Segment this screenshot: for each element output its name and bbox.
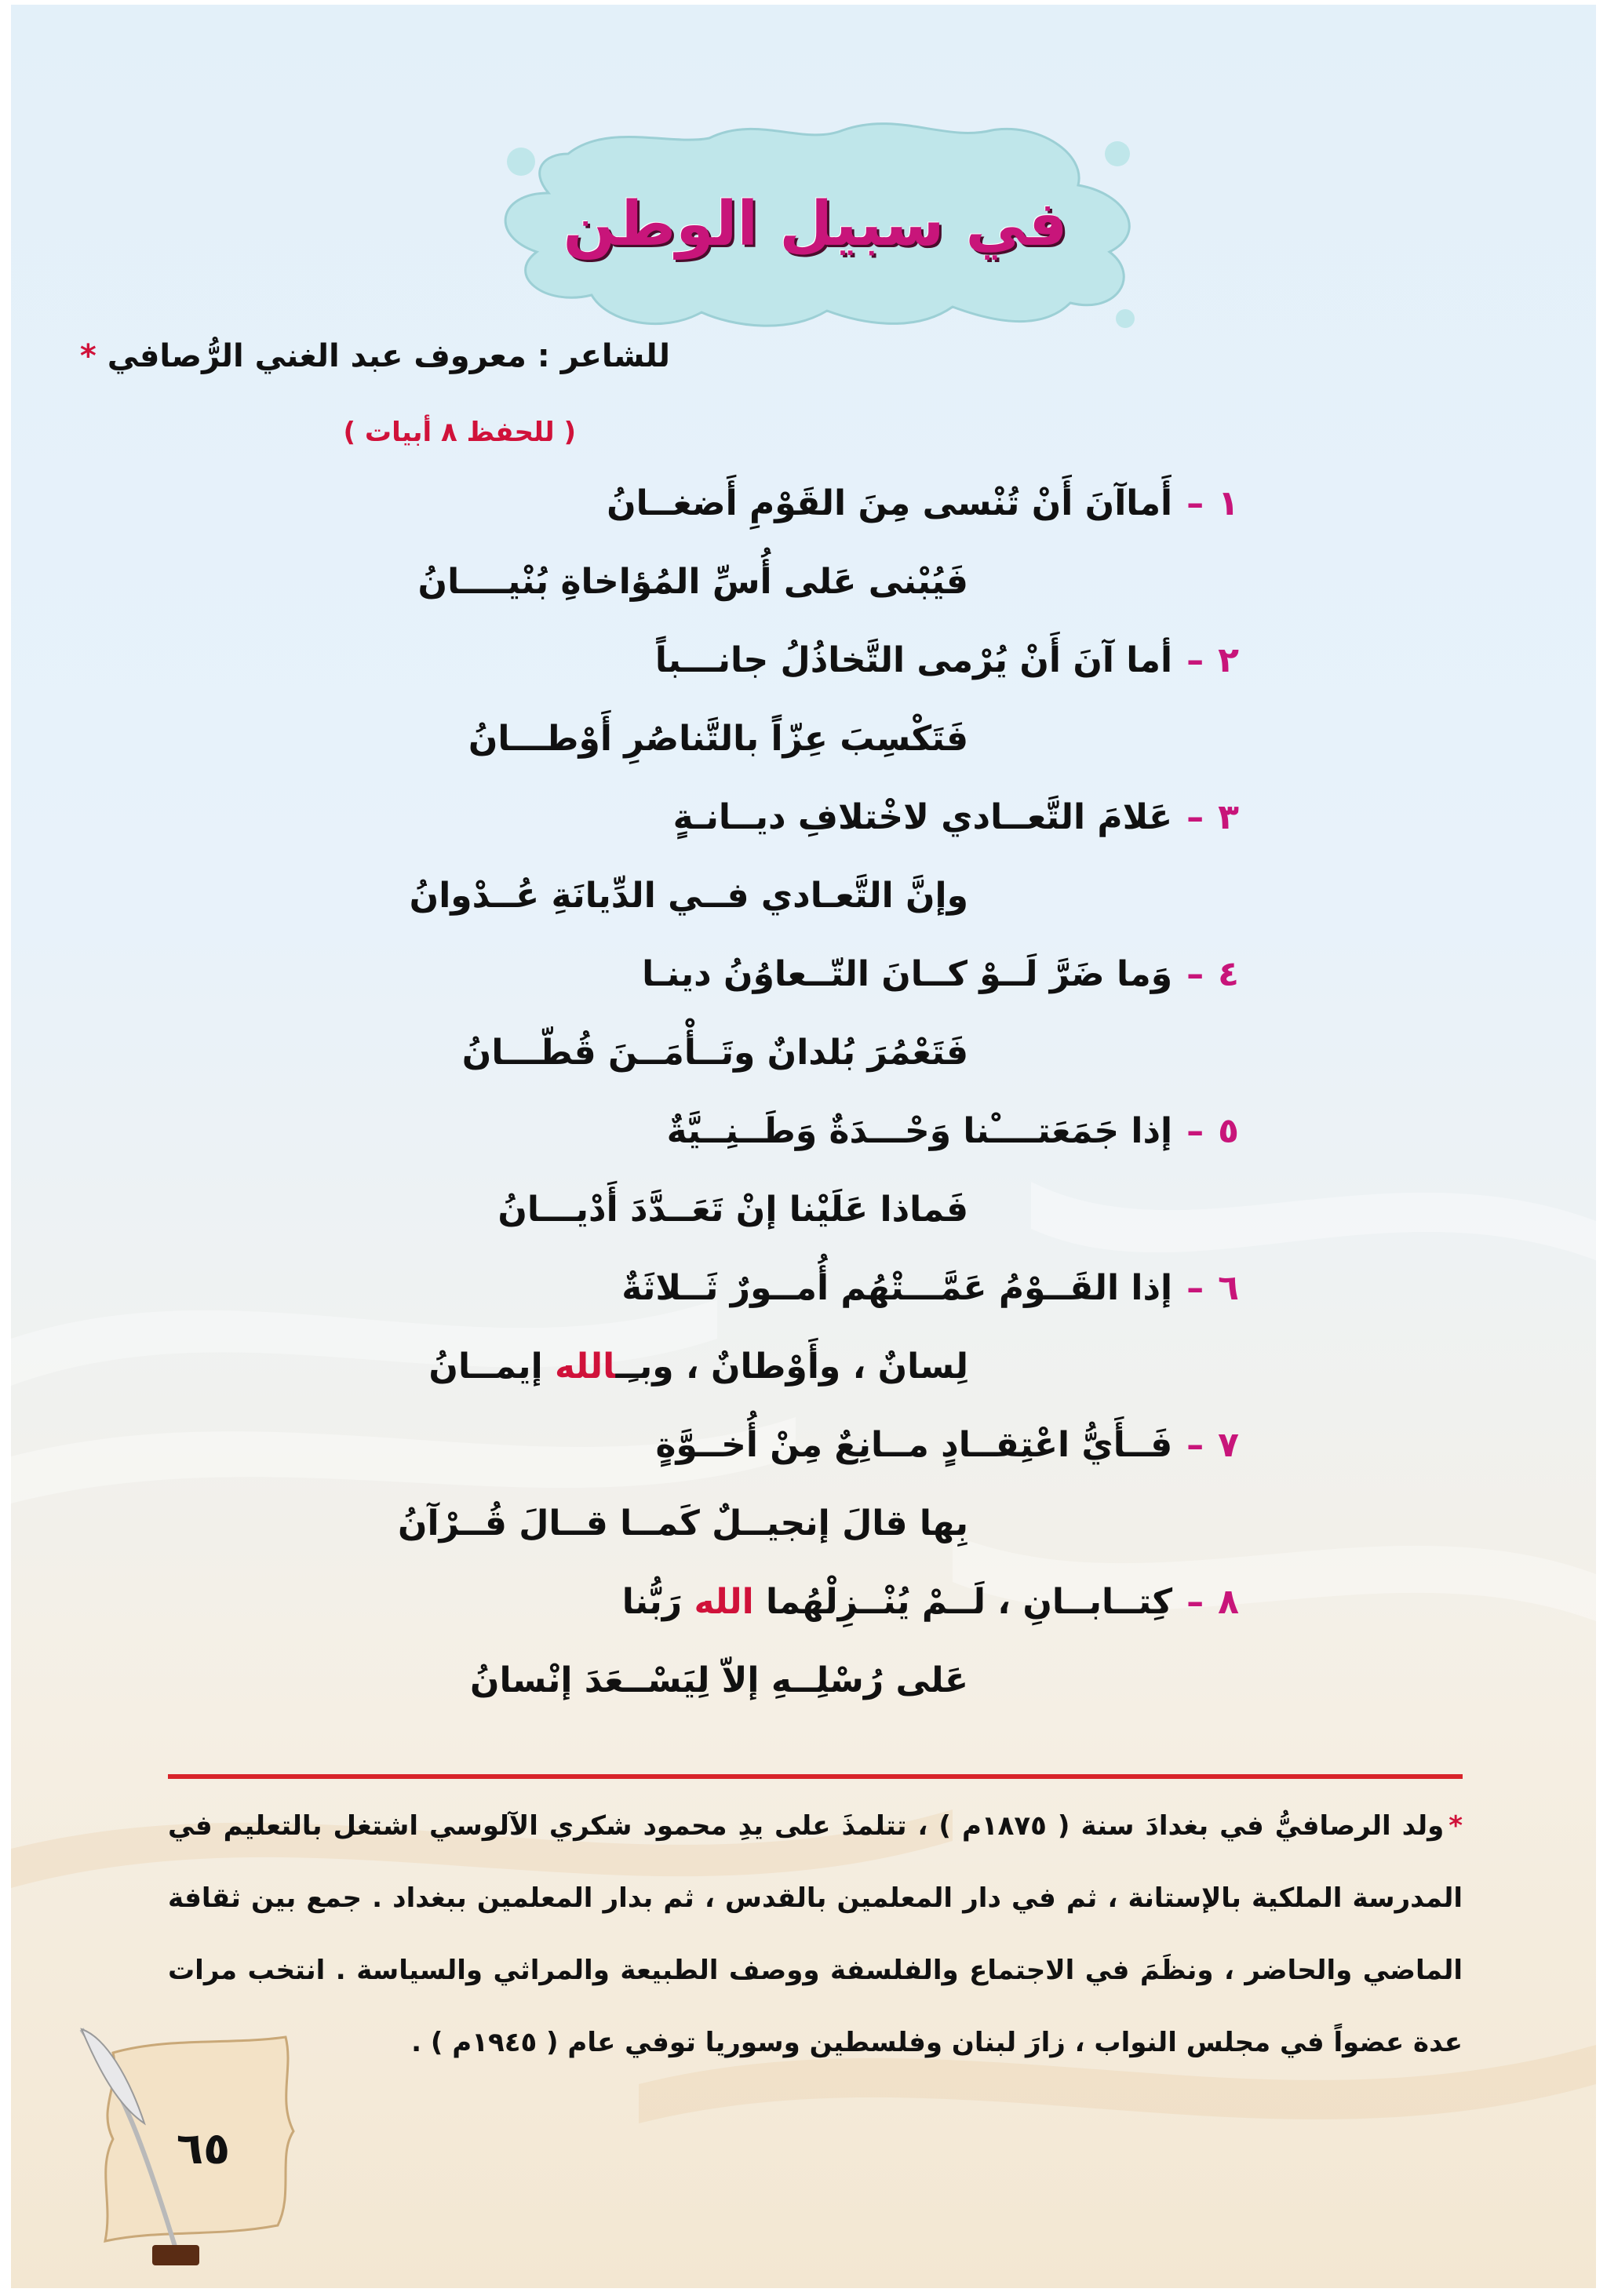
verse-8-second: عَلى رُسْلِــهِ إلاّ لِيَسْــعَدَ إنْسانُ (469, 1660, 968, 1700)
biography-footnote (168, 1790, 1463, 2079)
verse-dash: – (1186, 483, 1204, 523)
verse-dash: – (1186, 1425, 1204, 1465)
title-banner (474, 107, 1157, 342)
verse-text-part: رَبُّنا (621, 1582, 694, 1622)
verse-number: ٦ (1218, 1268, 1239, 1308)
verse-text: فَــأَيُّ اعْتِقــادٍ مــانِعٌ مِنْ أُخــوَّةٍ (655, 1425, 1173, 1465)
footnote-marker: * (79, 338, 97, 374)
verse-number: ٤ (1218, 954, 1239, 994)
verse-6-first (621, 1268, 1239, 1308)
verse-dash: – (1186, 1111, 1204, 1151)
verse-3-first (673, 797, 1239, 837)
verse-text-part: لِسانٌ ، وأَوْطانٌ ، وبـِـ (615, 1347, 968, 1387)
poet-label: للشاعر : معروف عبد الغني الرُّصافي (107, 338, 670, 374)
verse-number: ١ (1218, 483, 1239, 523)
verse-6-second (428, 1347, 968, 1387)
verse-3-second: وإنَّ التَّعـادي فــي الدِّيانَةِ عُــدْوانُ (409, 876, 968, 916)
verse-text: أما آنَ أَنْ يُرْمى التَّخاذُلُ جانـــباً (654, 640, 1173, 680)
verse-number: ٥ (1218, 1111, 1239, 1151)
verse-text: عَلامَ التَّعــادي لاخْتلافِ ديــانـةٍ (672, 797, 1173, 837)
verse-dash: – (1186, 797, 1204, 837)
verse-1-first (607, 483, 1239, 523)
verse-5-first (667, 1111, 1239, 1151)
verse-2-second: فَتَكْسِبَ عِزّاً بالتَّناصُرِ أَوْطـــانُ (468, 719, 968, 759)
verse-7-first (655, 1425, 1239, 1465)
page-title: في سبيل الوطن (563, 189, 1068, 260)
verse-text-part: كِتــابــانِ ، لَــمْ يُنْــزِلْهُما (753, 1582, 1173, 1622)
verse-2-first (655, 640, 1239, 680)
verse-4-first (642, 954, 1239, 994)
poet-byline (11, 338, 670, 374)
divine-name: الله (694, 1582, 754, 1622)
verse-4-second: فَتَعْمُرَ بُلدانٌ وتَــأْمَــنَ قُطّـــانُ (461, 1033, 968, 1073)
verse-8-first (622, 1582, 1239, 1622)
verse-dash: – (1186, 640, 1204, 680)
verse-text: أَماآنَ أَنْ تُنْسى مِنَ القَوْمِ أَضغــانُ (607, 483, 1173, 523)
footnote-marker: * (1448, 1810, 1463, 1842)
verse-text: وَما ضَرَّ لَــوْ كــانَ التّــعاوُنُ دينـا (642, 954, 1173, 994)
verse-7-second: بِها قالَ إنجيــلٌ كَمــا قــالَ قُــرْآنُ (398, 1503, 968, 1543)
verse-number: ٢ (1218, 640, 1239, 680)
verse-number: ٣ (1218, 797, 1239, 837)
verse-1-second: فَيُبْنى عَلى أُسِّ المُؤاخاةِ بُنْيــــانُ (417, 562, 968, 602)
verse-number: ٧ (1218, 1425, 1239, 1465)
divine-name: الله (554, 1347, 616, 1387)
page-number: ٦٥ (176, 2123, 231, 2174)
verse-5-second: فَماذا عَلَيْنا إنْ تَعَــدَّدَ أَدْيـــانُ (497, 1190, 968, 1230)
verse-dash: – (1186, 1268, 1204, 1308)
verse-text: إذا القَــوْمُ عَمَّـــتْهُم أُمــورٌ ثَــلاثَةٌ (621, 1268, 1173, 1308)
memorize-note: ( للحفظ ٨ أبيات ) (343, 417, 576, 448)
page (11, 5, 1596, 2288)
footnote-text: ولد الرصافيُّ في بغدادَ سنة ( ١٨٧٥م ) ، تتلمذَ على يدِ محمود شكري الآلوسي اشتغل بالتعليم في المدرسة الملكية بالإستانة ، ثم في دار المعلمين بالقدس ، ثم بدار المعلمين ببغداد . جمع بين ثقافة الماضي والحاضر ، ونظَمَ في الاجتماع والفلسفة ووصف الطبيعة والمراثي والسياسة . انتخب مرات عدة عضواً في مجلس النواب ، زارَ لبنان وفلسطين وسوريا توفي عام ( ١٩٤٥م ) . (168, 1810, 1463, 2058)
verse-text: إذا جَمَعَتــــْنا وَحْـــدَةٌ وَطَــنِــيَّةٌ (666, 1111, 1173, 1151)
verse-number: ٨ (1218, 1582, 1239, 1622)
verse-dash: – (1186, 954, 1204, 994)
verse-dash: – (1186, 1582, 1204, 1622)
verse-text-part: إيمــانُ (428, 1347, 555, 1387)
footnote-divider (168, 1774, 1463, 1779)
